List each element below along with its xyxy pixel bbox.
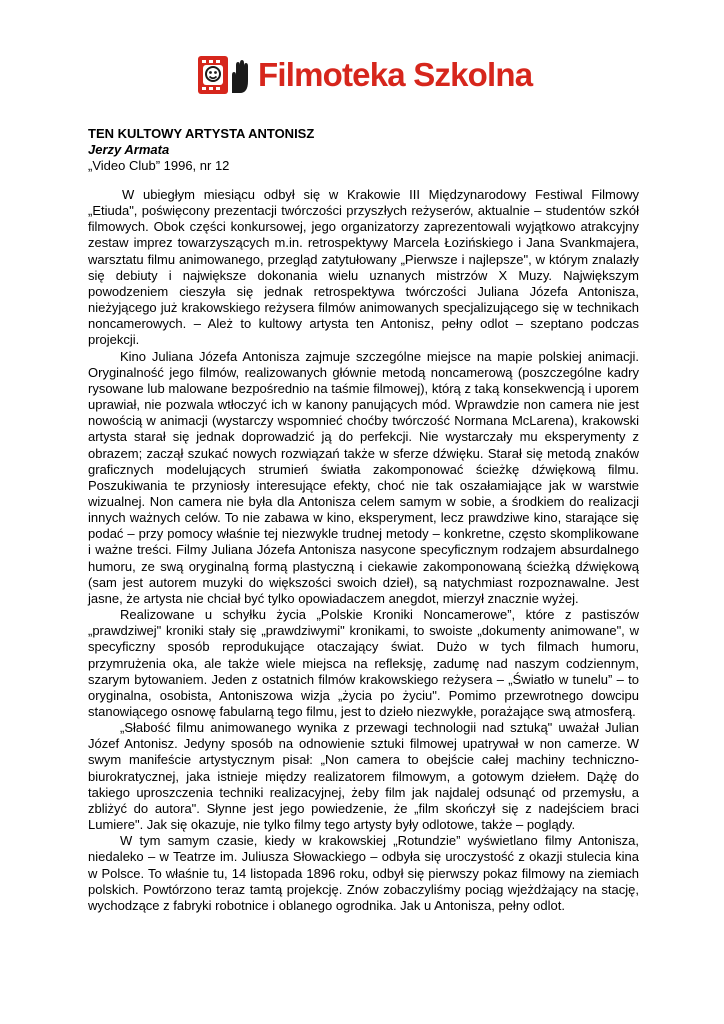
paragraph: W tym samym czasie, kiedy w krakowskiej „Rotundzie” wyświetlano filmy Antonisza, niedaleko – w Teatrze im. Juliusza Słowackiego – odbyła się uroczystość z okazji stulecia kina w Polsce. To właśnie tu, 14 listopada 1896 roku, odbył się pierwszy pokaz filmowy na ziemiach polskich. Powtórzono teraz tamtą projekcję. Znów zobaczyliśmy pociąg wjeżdżający na stację, wychodzące z fabryki robotnice i oblanego ogrodnika. Jak u Antonisza, pełny odlot. xyxy=(88,833,639,913)
paragraph: W ubiegłym miesiącu odbył się w Krakowie III Międzynarodowy Festiwal Filmowy „Etiuda", poświęcony prezentacji twórczości przyszłych reżyserów, aktualnie – studentów szkół filmowych. Obok części konkursowej, jego organizatorzy zaprezentowali wyjątkowo atrakcyjny zestaw imprez towarzyszących m.in. retrospektywy Marcela Łozińskiego i Jana Svankmajera, warsztatu filmu animowanego, przegląd zatytułowany „Pierwsze i najlepsze", w którym znalazły się debiuty i największe dokonania wielu uznanych mistrzów X Muzy. Największym powodzeniem cieszyła się jednak retrospektywa twórczości Juliana Józefa Antonisza, nieżyjącego już krakowskiego reżysera filmów animowanych specjalizującego się w technikach noncamerowych. – Ależ to kultowy artysta ten Antonisz, pełny odlot – szeptano podczas projekcji. xyxy=(88,187,639,348)
article-source: „Video Club” 1996, nr 12 xyxy=(88,158,230,173)
hand-icon xyxy=(232,60,248,93)
paragraph: Realizowane u schyłku życia „Polskie Kroniki Noncamerowe”, które z pastiszów „prawdziwej" kroniki stały się „prawdziwymi" kronikami, to swoiste „dokumenty animowane", w specyficzny sposób reprodukujące otaczający świat. Dużo w tych filmach humoru, przymrużenia oka, ale także wiele miejsca na refleksję, zadumę nad naszym codziennym, szarym bytowaniem. Jeden z ostatnich filmów krakowskiego reżysera – „Światło w tunelu” – to oryginalna, osobista, Antoniszowa wizja „życia po życiu". Pomimo przewrotnego dowcipu stanowiącego osnowę fabularną tego filmu, jest to dzieło niezwykłe, porażające swą atmosferą. xyxy=(88,607,639,719)
article-header xyxy=(88,126,648,174)
logo-mark xyxy=(196,53,254,97)
face-icon xyxy=(203,65,223,85)
filmoteka-szkolna-logo xyxy=(196,52,532,98)
article-author: Jerzy Armata xyxy=(88,142,170,157)
article-title: TEN KULTOWY ARTYSTA ANTONISZ xyxy=(88,126,315,141)
paragraph: Kino Juliana Józefa Antonisza zajmuje szczególne miejsce na mapie polskiej animacji. Oryginalność jego filmów, realizowanych głównie metodą noncamerową (poszczególne kadry rysowane lub malowane bezpośrednio na taśmie filmowej), którą z taką konsekwencją i uporem uprawiał, nie pozwala wtłoczyć ich w kanony panujących mód. Wprawdzie non camera nie jest nowością w animacji (wystarczy wspomnieć choćby twórczość Normana McLarena), krakowski artysta starał się jednak doprowadzić ją do perfekcji. Nie wystarczały mu eksperymenty z obrazem; zaczął szukać nowych rozwiązań także w sferze dźwięku. Starał się metodą znaków graficznych modelujących strumień światła zakomponować ścieżkę dźwiękową filmu. Poszukiwania te przyniosły interesujące efekty, choć nie tak oszałamiające jak w warstwie wizualnej. Non camera nie była dla Antonisza celem samym w sobie, a środkiem do realizacji innych ważnych celów. To nie zabawa w kino, eksperyment, lecz prawdziwe kino, starające się podać – przy pomocy właśnie tej niezwykle trudnej metody – konkretne, często skomplikowane i ważne treści. Filmy Juliana Józefa Antonisza nasycone specyficznym rodzajem absurdalnego humoru, ze swą oryginalną formą plastyczną i ciekawie zakomponowaną ścieżką dźwiękową (sam jest autorem muzyki do większości swoich dzieł), są natychmiast rozpoznawalne. Jest jasne, że artysta nie chciał być tylko opowiadaczem anegdot, mierzył znacznie wyżej. xyxy=(88,348,639,606)
article-body xyxy=(88,187,639,914)
paragraph: „Słabość filmu animowanego wynika z przewagi technologii nad sztuką" uważał Julian Józef Antonisz. Jedyny sposób na odnowienie sztuki filmowej upatrywał w non camerze. W swym manifeście artystycznym pisał: „Non camera to obejście całej machiny techniczno-biurokratycznej, jaka istnieje między realizatorem filmowym, a gotowym dziełem. Dążę do takiego uproszczenia techniki realizacyjnej, żeby film jak najdalej odsunąć od przemysłu, a zbliżyć do autora". Słynne jest jego powiedzenie, że „film skończył się z nadejściem braci Lumiere". Jak się okazuje, nie tylko filmy tego artysty były odlotowe, także – poglądy. xyxy=(88,720,639,833)
brand-wordmark: Filmoteka Szkolna xyxy=(258,56,533,93)
